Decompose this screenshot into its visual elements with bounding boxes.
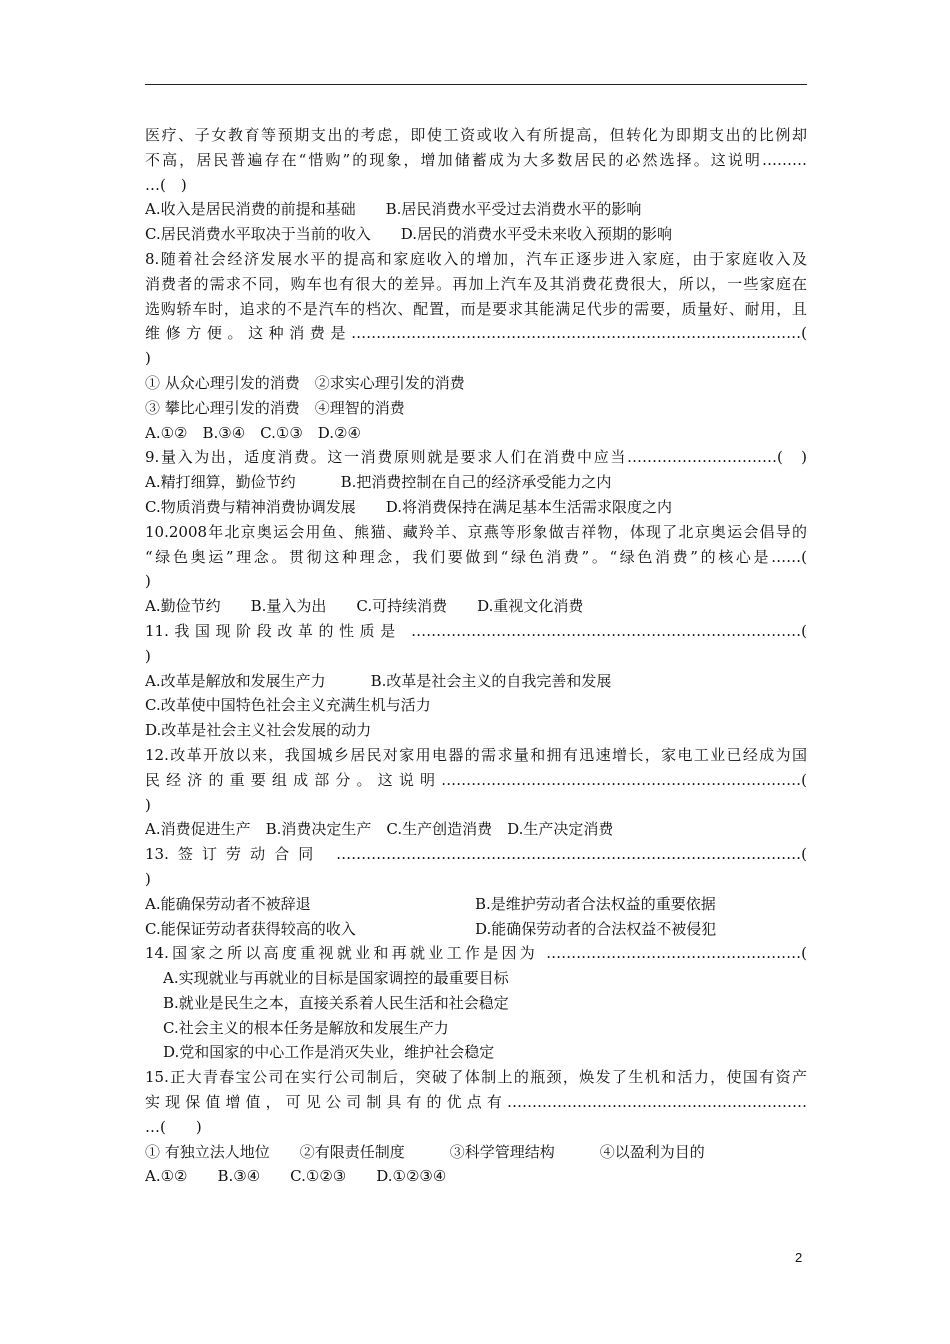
- option-line: A.①② B.③④ C.①②③ D.①②③④: [145, 1167, 447, 1186]
- option-row: [145, 892, 807, 917]
- option-line: A.勤俭节约 B.量入为出 C.可持续消费 D.重视文化消费: [145, 597, 584, 616]
- text-line: ): [145, 572, 151, 591]
- text-line: ): [145, 646, 151, 665]
- text-line: …( ): [145, 1117, 202, 1136]
- text-line: 实现保值增值，可见公司制具有的优点有……………………………………………………: [145, 1093, 807, 1112]
- option-d: D.能确保劳动者的合法权益不被侵犯: [475, 919, 717, 938]
- question-13: 13.签订劳动合同 …………………………………………………………………………………(: [145, 845, 807, 864]
- option-line: ① 有独立法人地位 ②有限责任制度 ③科学管理结构 ④以盈利为目的: [145, 1142, 705, 1161]
- option-line: D.党和国家的中心工作是消灭失业，维护社会稳定: [163, 1043, 495, 1062]
- question-9: 9.量入为出，适度消费。这一消费原则就是要求人们在消费中应当…………………………( ): [145, 448, 807, 467]
- text-line: ): [145, 869, 151, 888]
- option-row: [145, 917, 807, 942]
- option-line: C.物质消费与精神消费协调发展 D.将消费保持在满足基本生活需求限度之内: [145, 497, 672, 516]
- text-line: …( ): [145, 175, 187, 194]
- text-line: ): [145, 349, 151, 368]
- option-line: A.改革是解放和发展生产力 B.改革是社会主义的自我完善和发展: [145, 671, 612, 690]
- question-8: 8.随着社会经济发展水平的提高和家庭收入的增加，汽车正逐步进入家庭，由于家庭收入及: [145, 249, 807, 268]
- option-line: A.收入是居民消费的前提和基础 B.居民消费水平受过去消费水平的影响: [145, 200, 642, 219]
- option-a: A.能确保劳动者不被辞退: [145, 894, 311, 913]
- text-line: 不高，居民普遍存在“惜购”的现象，增加储蓄成为大多数居民的必然选择。这说明………: [145, 150, 807, 169]
- option-c: C.能保证劳动者获得较高的收入: [145, 919, 356, 938]
- header-rule: [145, 84, 807, 85]
- option-line: ① 从众心理引发的消费 ②求实心理引发的消费: [145, 373, 465, 392]
- text-line: 消费者的需求不同，购车也有很大的差异。再加上汽车及其消费花费很大，所以，一些家庭在: [145, 274, 807, 293]
- page-number: 2: [795, 1250, 803, 1265]
- option-line: A.消费促进生产 B.消费决定生产 C.生产创造消费 D.生产决定消费: [145, 820, 614, 839]
- text-line: ): [145, 795, 151, 814]
- option-line: A.精打细算，勤俭节约 B.把消费控制在自己的经济承受能力之内: [145, 473, 612, 492]
- option-line: B.就业是民生之本，直接关系着人民生活和社会稳定: [163, 993, 509, 1012]
- option-line: ③ 攀比心理引发的消费 ④理智的消费: [145, 398, 405, 417]
- text-line: 维修方便。这种消费是………………………………………………………………………………(: [145, 324, 807, 343]
- option-line: C.社会主义的根本任务是解放和发展生产力: [163, 1018, 449, 1037]
- text-line: “绿色奥运”理念。贯彻这种理念，我们要做到“绿色消费”。“绿色消费”的核心是……(: [145, 547, 807, 566]
- option-line: C.居民消费水平取决于当前的收入 D.居民的消费水平受未来收入预期的影响: [145, 225, 672, 244]
- question-10: 10.2008年北京奥运会用鱼、熊猫、藏羚羊、京燕等形象做吉祥物，体现了北京奥运会倡导的: [145, 522, 807, 541]
- question-12: 12.改革开放以来，我国城乡居民对家用电器的需求量和拥有迅速增长，家电工业已经成为国: [145, 745, 807, 764]
- text-line: 医疗、子女教育等预期支出的考虑，即使工资或收入有所提高，但转化为即期支出的比例却: [145, 126, 807, 144]
- document-body: [145, 123, 807, 1189]
- text-line: 选购轿车时，追求的不是汽车的档次、配置，而是要求其能满足代步的需要，质量好、耐用，且: [145, 299, 807, 318]
- option-line: A.实现就业与再就业的目标是国家调控的最重要目标: [163, 969, 509, 988]
- option-line: C.改革使中国特色社会主义充满生机与活力: [145, 696, 431, 715]
- option-line: A.①② B.③④ C.①③ D.②④: [145, 423, 361, 442]
- option-b: B.是维护劳动者合法权益的重要依据: [475, 894, 716, 913]
- option-line: D.改革是社会主义社会发展的动力: [145, 721, 372, 740]
- question-11: 11.我国现阶段改革的性质是 ……………………………………………………………………(: [145, 621, 807, 640]
- question-14: 14.国家之所以高度重视就业和再就业工作是因为 ……………………………………………(: [145, 944, 807, 963]
- question-15: 15.正大青春宝公司在实行公司制后，突破了体制上的瓶颈，焕发了生机和活力，使国有资产: [145, 1068, 807, 1087]
- text-line: 民经济的重要组成部分。这说明………………………………………………………………(: [145, 770, 807, 789]
